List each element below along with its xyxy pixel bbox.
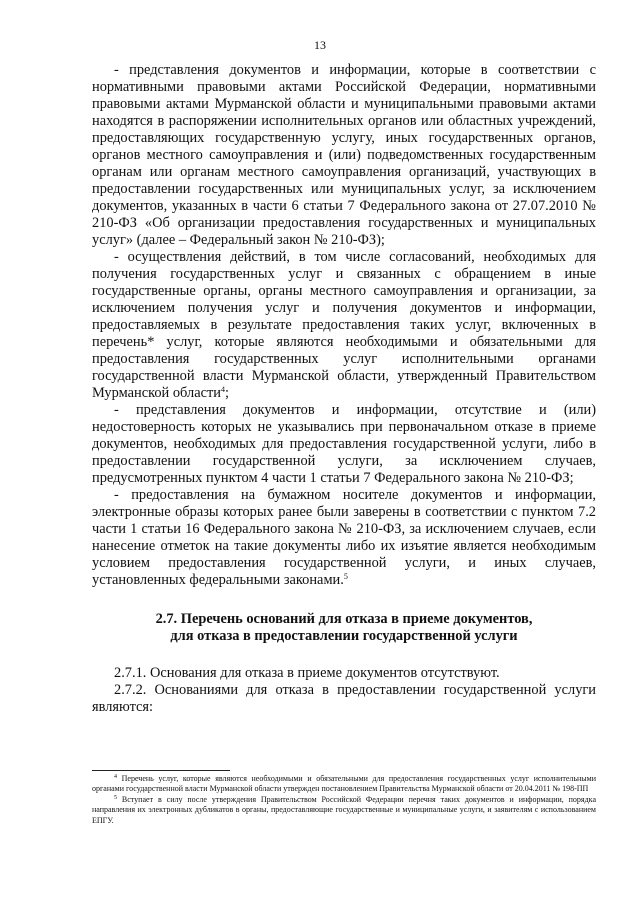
paragraph-exception-paper: - предоставления на бумажном носителе документов и информации, электронные образы которых ранее были заверены в соответствии с пунктом 7.2 части 1 статьи 16 Федерального закона № 210-ФЗ, за исключением случаев, если нанесение отметок на такие документы либо их изъятие является необходимым условием предоставления государственной услуги, и иных случаев, установленных федеральными законами.$^5$: [92, 487, 596, 588]
paragraph-2-7-1: 2.7.1. Основания для отказа в приеме документов отсутствуют.: [114, 665, 500, 681]
footnote-4: $^4$ Перечень услуг, которые являются необходимыми и обязательными для предоставления государственных услуг исполнительными органами государственной власти Мурманской области утвержден постановлением Правительства Мурманской области от 20.04.2011 № 198-ПП: [92, 774, 597, 794]
footnote-divider: [92, 770, 230, 771]
paragraph-exception-documents: - представления документов и информации, которые в соответствии с нормативными правовыми актами Российской Федерации, нормативными правовыми актами Мурманской области и муниципальными правовыми актами находятся в распоряжении исполнительных органов или областных учреждений, предоставляющих государственную услугу, иных государственных органов, органов местного самоуправления и (или) подведомственных государственным органам или органам местного самоуправления организаций, участвующих в предоставлении государственных или муниципальных услуг, за исключением документов, указанных в части 6 статьи 7 Федерального закона от 27.07.2010 № 210-ФЗ «Об организации предоставления государственных и муниципальных услуг» (далее – Федеральный закон № 210-ФЗ);: [92, 62, 596, 248]
footnotes: [92, 774, 596, 826]
page-number: 13: [314, 38, 326, 52]
section-heading-line-1: 2.7. Перечень оснований для отказа в приеме документов,: [155, 611, 533, 627]
footnote-mark-4: 4: [114, 774, 117, 780]
paragraph-exception-actions: - осуществления действий, в том числе согласований, необходимых для получения государственных услуг и связанных с обращением в иные государственные органы, органы местного самоуправления и организации, за исключением получения услуг и получения документов и информации, предоставляемых в результате предоставления таких услуг, включенных в перечень* услуг, которые являются необходимыми и обязательными для предоставления государственных услуг исполнительными органами государственной власти Мурманской области, утвержденный Правительством Мурманской области$^4$;: [92, 249, 596, 401]
section-heading: [92, 611, 596, 645]
paragraph-2-7-2: 2.7.2. Основаниями для отказа в предоставлении государственной услуги являются:: [92, 682, 596, 715]
paragraph-exception-absence: - представления документов и информации, отсутствие и (или) недостоверность которых не указывались при первоначальном отказе в приеме документов, необходимых для предоставления государственной услуги, либо в предоставлении государственной услуги, за исключением случаев, предусмотренных пунктом 4 части 1 статьи 7 Федерального закона № 210-ФЗ;: [92, 402, 596, 486]
footnote-ref-5[interactable]: 5: [343, 572, 348, 581]
footnote-ref-4[interactable]: 4: [220, 385, 225, 394]
section-heading-line-2: для отказа в предоставлении государственной услуги: [170, 628, 518, 644]
footnote-mark-5: 5: [114, 794, 117, 801]
footnote-5: $^5$ Вступает в силу после утверждения Правительством Российской Федерации перечня таких документов и информации, порядка направления их электронных дубликатов в органы, предоставляющие государственные и муниципальные услуги, и заявителям с использованием ЕПГУ.: [92, 794, 596, 825]
document-body: [92, 62, 596, 716]
